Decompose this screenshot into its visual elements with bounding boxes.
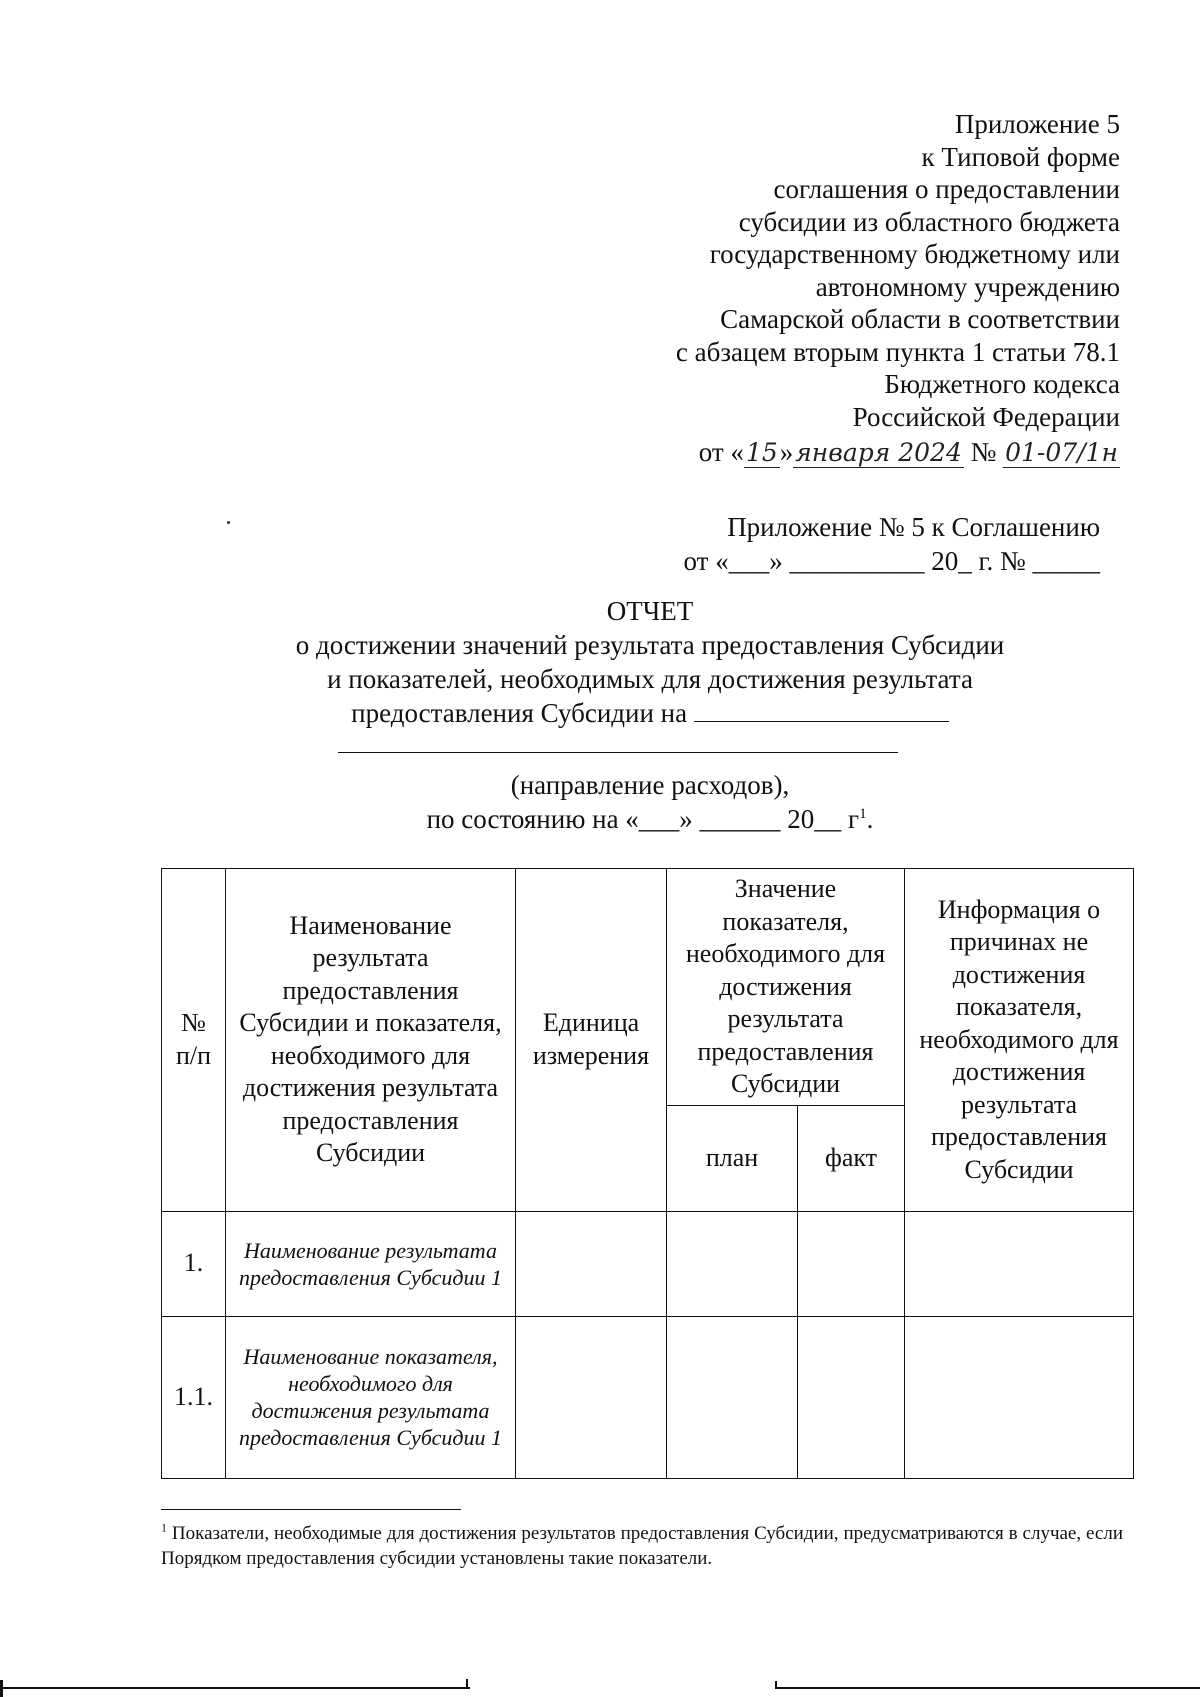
handwritten-month-year: января 2024 — [795, 438, 962, 467]
header-name: Наименование результата предоставления Субсидии и показателя, необходимого для достижения результата предоставления Субсидии — [226, 869, 516, 1212]
row-num: 1. — [162, 1211, 226, 1316]
row-unit-cell — [516, 1316, 667, 1478]
report-subtitle-text: предоставления Субсидии на — [351, 698, 688, 728]
header-unit: Единица измерения — [516, 869, 667, 1212]
footnote — [161, 1521, 1123, 1571]
row-unit-cell — [516, 1211, 667, 1316]
appendix-header-line: с абзацем вторым пункта 1 статьи 78.1 — [675, 336, 1120, 367]
blank-field-line — [338, 752, 898, 753]
appendix-header-line: субсидии из областного бюджета — [738, 206, 1120, 237]
date-prefix: от « — [698, 437, 744, 467]
report-subtitle-line: и показателей, необходимых для достижения результата — [327, 664, 973, 694]
row-plan-cell — [667, 1211, 798, 1316]
header-value: Значение показателя, необходимого для достижения результата предоставления Субсидии — [667, 869, 905, 1106]
appendix-header-line: Российской Федерации — [852, 401, 1120, 432]
footnote-ref: 1 — [859, 806, 867, 822]
appendix-header — [560, 108, 1120, 470]
appendix-header-line: автономному учреждению — [815, 271, 1120, 302]
as-of-end: . — [866, 804, 874, 834]
footnote-separator — [161, 1509, 461, 1510]
scan-artifact-line — [466, 1679, 468, 1689]
direction-block — [150, 768, 1150, 836]
header-fact: факт — [798, 1105, 905, 1211]
as-of-date — [150, 802, 1150, 836]
agreement-annex-title: Приложение № 5 к Соглашению — [727, 512, 1100, 542]
blank-field — [694, 697, 949, 722]
row-info-cell — [905, 1211, 1134, 1316]
report-subtitle-line: о достижении значений результата предоставления Субсидии — [295, 630, 1005, 660]
appendix-header-line: государственному бюджетному или — [709, 239, 1120, 269]
table-row — [162, 1316, 1134, 1478]
as-of-text: по состоянию на «___» ______ 20__ г — [426, 804, 860, 834]
approval-date-line — [560, 436, 1120, 470]
row-info-cell — [905, 1316, 1134, 1478]
row-name: Наименование показателя, необходимого для достижения результата предоставления Субсидии 1 — [226, 1316, 516, 1478]
handwritten-day: 15 — [745, 438, 778, 467]
report-subtitle-line — [150, 696, 1150, 730]
handwritten-document-number: 01-07/1н — [1005, 438, 1118, 467]
direction-label: (направление расходов), — [510, 770, 790, 800]
appendix-header-line: Приложение 5 — [954, 109, 1120, 139]
row-plan-cell — [667, 1316, 798, 1478]
row-fact-cell — [798, 1211, 905, 1316]
table-row — [162, 1211, 1134, 1316]
row-name: Наименование результата предоставления Субсидии 1 — [226, 1211, 516, 1316]
appendix-header-line: соглашения о предоставлении — [773, 174, 1120, 204]
appendix-header-line: к Типовой форме — [921, 141, 1120, 172]
row-fact-cell — [798, 1316, 905, 1478]
report-title-block — [150, 594, 1150, 730]
date-quote-close: » — [779, 437, 794, 467]
scan-artifact-line — [0, 1687, 470, 1689]
scan-artifact-line — [775, 1681, 777, 1689]
report-table — [161, 868, 1134, 1479]
agreement-annex-date: от «___» __________ 20_ г. № _____ — [683, 546, 1100, 576]
scan-artifact-line — [0, 1680, 3, 1697]
header-plan: план — [667, 1105, 798, 1211]
footnote-text: Показатели, необходимые для достижения результатов предоставления Субсидии, предусматриваются в случае, если Порядком предоставления субсидии установлены такие показатели. — [161, 1523, 1123, 1569]
appendix-header-line: Самарской области в соответствии — [720, 304, 1120, 334]
table-header-row — [162, 869, 1134, 1106]
scan-artifact-line — [775, 1687, 1200, 1689]
scan-speck — [227, 521, 230, 524]
number-sign: № — [970, 437, 997, 467]
report-title: ОТЧЕТ — [606, 596, 694, 626]
row-num: 1.1. — [162, 1316, 226, 1478]
header-num: № п/п — [162, 869, 226, 1212]
header-info: Информация о причинах не достижения показателя, необходимого для достижения результата предоставления Субсидии — [905, 869, 1134, 1212]
footnote-mark: 1 — [161, 1520, 167, 1535]
agreement-annex — [600, 510, 1100, 578]
appendix-header-line: Бюджетного кодекса — [884, 369, 1120, 399]
